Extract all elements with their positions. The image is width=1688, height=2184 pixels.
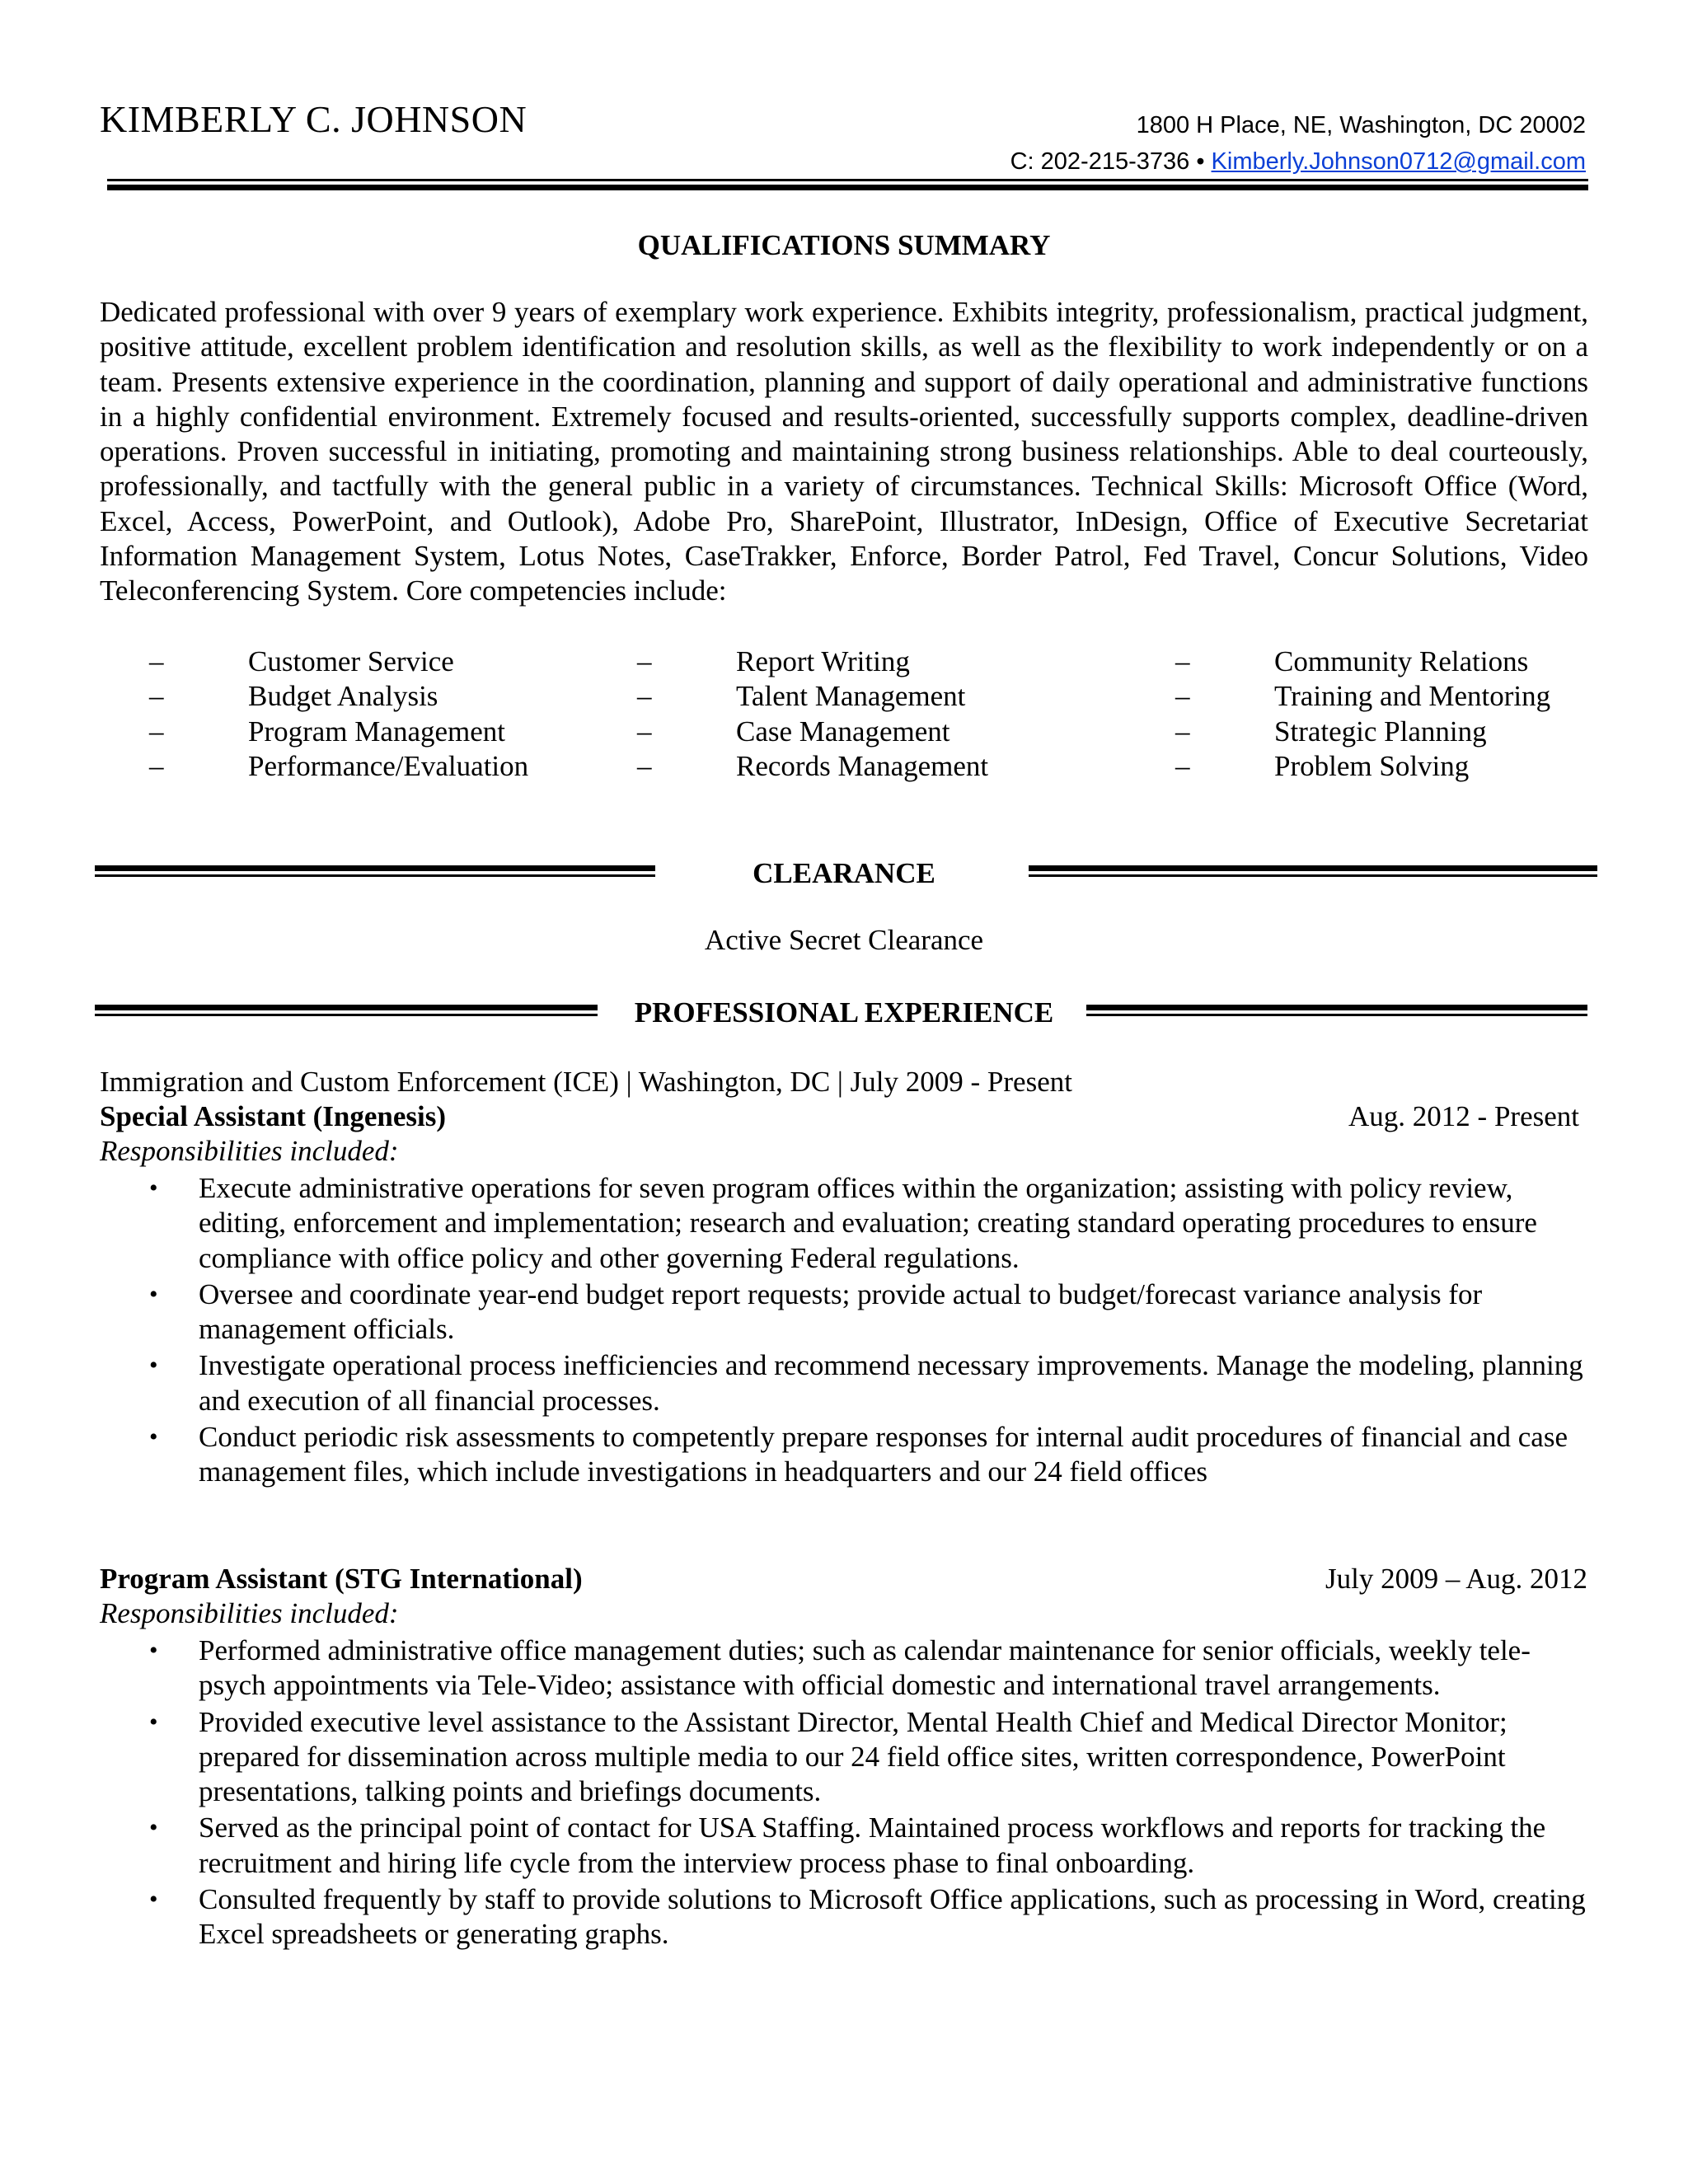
bullet-icon: • — [149, 1423, 158, 1451]
dash-icon: – — [1175, 715, 1190, 748]
clearance-text: Active Secret Clearance — [704, 924, 984, 956]
qualifications-title: QUALIFICATIONS SUMMARY — [637, 229, 1051, 261]
responsibilities-label: Responsibilities included: — [100, 1135, 399, 1167]
bullet-icon: • — [149, 1886, 158, 1914]
phone: C: 202-215-3736 • — [1010, 148, 1205, 175]
clearance-title: CLEARANCE — [753, 857, 935, 889]
employer-line: Immigration and Custom Enforcement (ICE) | Washington, DC | July 2009 - Present — [100, 1066, 1072, 1098]
dash-icon: – — [1175, 645, 1190, 677]
competencies-column-3 — [1175, 644, 1550, 784]
competency-item: – Report Writing — [637, 644, 988, 679]
dash-icon: – — [637, 715, 652, 748]
job-title: Program Assistant (STG International) — [100, 1563, 583, 1595]
dash-icon: – — [637, 645, 652, 677]
contact-line — [1010, 148, 1586, 176]
competency-item: – Records Management — [637, 749, 988, 784]
dash-icon: – — [149, 645, 164, 677]
experience-rule-left — [95, 1005, 598, 1016]
responsibilities-list — [100, 1633, 1588, 1952]
clearance-rule-left — [95, 865, 655, 877]
dash-icon: – — [149, 680, 164, 713]
competencies-column-2 — [637, 644, 988, 784]
bullet-icon: • — [149, 1814, 158, 1842]
list-item: • Performed administrative office management duties; such as calendar maintenance for senior officials, weekly tele-psych appointments via Tele-Video; assistance with official domestic and international travel arrangements. — [149, 1634, 1531, 1702]
competency-item: – Budget Analysis — [149, 679, 528, 714]
address: 1800 H Place, NE, Washington, DC 20002 — [1136, 112, 1586, 138]
responsibilities-label: Responsibilities included: — [100, 1597, 399, 1629]
dash-icon: – — [149, 749, 164, 782]
competency-item: – Customer Service — [149, 644, 528, 679]
competency-item: – Training and Mentoring — [1175, 679, 1550, 714]
competency-item: – Program Management — [149, 715, 528, 749]
list-item: • Served as the principal point of contact for USA Staffing. Maintained process workflows and reports for tracking the recruitment and hiring life cycle from the interview process phase to final onboarding. — [149, 1811, 1546, 1879]
responsibilities-list — [100, 1171, 1588, 1490]
dash-icon: – — [1175, 680, 1190, 713]
qualifications-summary: Dedicated professional with over 9 years of exemplary work experience. Exhibits integrity, professionalism, practical judgment, positive attitude, excellent problem identification and resolution skills, as well as the flexibility to work independently or on a team. Presents extensive experience in the coordination, planning and support of daily operational and administrative functions in a highly confidential environment. Extremely focused and results-oriented, successfully supports complex, deadline-driven operations. Proven successful in initiating, promoting and maintaining strong business relationships. Able to deal courteously, professionally, and tactfully with the general public in a variety of circumstances. Technical Skills: Microsoft Office (Word, Excel, Access, PowerPoint, and Outlook), Adobe Pro, SharePoint, Illustrator, InDesign, Office of Executive Secretariat Information Management System, Lotus Notes, CaseTrakker, Enforce, Border Patrol, Fed Travel, Concur Solutions, Video Teleconferencing System. Core competencies include: — [100, 296, 1588, 607]
competency-item: – Strategic Planning — [1175, 715, 1550, 749]
list-item: • Oversee and coordinate year-end budget report requests; provide actual to budget/forecast variance analysis for management officials. — [149, 1277, 1483, 1346]
dash-icon: – — [1175, 749, 1190, 782]
bullet-icon: • — [149, 1708, 158, 1736]
competencies-column-1 — [149, 644, 528, 784]
bullet-icon: • — [149, 1280, 158, 1308]
list-item: • Conduct periodic risk assessments to competently prepare responses for internal audit procedures of financial and case management files, which include investigations in headquarters and our 24 field offices — [149, 1421, 1568, 1488]
bullet-icon: • — [149, 1174, 158, 1202]
dash-icon: – — [149, 715, 164, 748]
job-title: Special Assistant (Ingenesis) — [100, 1100, 447, 1132]
job-dates: July 2009 – Aug. 2012 — [1325, 1563, 1587, 1595]
bullet-icon: • — [149, 1637, 158, 1664]
experience-rule-right — [1086, 1005, 1587, 1016]
list-item: • Provided executive level assistance to the Assistant Director, Mental Health Chief and Medical Director Monitor; prepared for dissemination across multiple media to our 24 field office sites, written correspondence, PowerPoint presentations, talking points and briefings documents. — [149, 1705, 1507, 1808]
candidate-name: KIMBERLY C. JOHNSON — [100, 98, 528, 140]
list-item: • Execute administrative operations for seven program offices within the organization; assisting with policy review, editing, enforcement and implementation; research and evaluation; creating standard operating procedures to ensure compliance with office policy and other governing Federal regulations. — [149, 1172, 1537, 1274]
header-rule — [107, 179, 1588, 190]
list-item: • Investigate operational process inefficiencies and recommend necessary improvements. Manage the modeling, planning and execution of all financial processes. — [149, 1349, 1583, 1417]
competency-item: – Community Relations — [1175, 644, 1550, 679]
competency-item: – Performance/Evaluation — [149, 749, 528, 784]
dash-icon: – — [637, 680, 652, 713]
competency-item: – Talent Management — [637, 679, 988, 714]
email-link[interactable]: Kimberly.Johnson0712@gmail.com — [1211, 148, 1586, 175]
clearance-rule-right — [1029, 865, 1597, 877]
competency-item: – Problem Solving — [1175, 749, 1550, 784]
list-item: • Consulted frequently by staff to provide solutions to Microsoft Office applications, such as processing in Word, creating Excel spreadsheets or generating graphs. — [149, 1883, 1586, 1951]
bullet-icon: • — [149, 1352, 158, 1380]
experience-title: PROFESSIONAL EXPERIENCE — [634, 996, 1054, 1029]
job-dates: Aug. 2012 - Present — [1348, 1100, 1579, 1132]
competency-item: – Case Management — [637, 715, 988, 749]
dash-icon: – — [637, 749, 652, 782]
